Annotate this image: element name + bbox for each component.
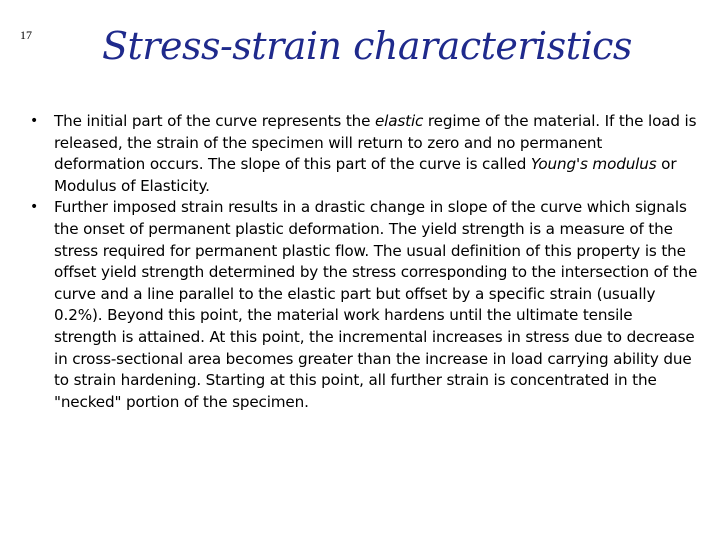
bullet-text: Further imposed strain results in a drastic change in slope of the curve which signals the onset of permanent plastic deformation. The yield strength is a measure of the stress required for permanent plastic flow. The usual definition of this property is the offset yield strength determined by the stress corresponding to the intersection of the curve and a line parallel to the elastic part but offset by a specific strain (usually 0.2%). Beyond this point, the material work hardens until the ultimate tensile strength is attained. At this point, the incremental increases in stress due to decrease in cross-sectional area becomes greater than the increase in load carrying ability due to strain hardening. Starting at this point, all further strain is concentrated in the "necked" portion of the specimen. (54, 198, 698, 411)
bullet-item-plastic (30, 197, 698, 413)
bullet-icon: • (30, 199, 39, 216)
emphasis-elastic: elastic (374, 112, 424, 130)
bullet-text: regime of the material. If the load is released, the strain of the specimen will return to zero and no permanent deformation occurs. The slope of this part of the curve is called (54, 112, 697, 174)
emphasis-youngs-modulus: Young's modulus (530, 155, 657, 174)
bullet-text: or Modulus of Elasticity. (54, 155, 677, 195)
bullet-item-elastic (30, 111, 698, 197)
slide-title: Stress-strain characteristics (102, 24, 632, 68)
bullet-list (30, 111, 698, 413)
slide-number: 17 (20, 28, 32, 42)
bullet-text: The initial part of the curve represents the (54, 112, 375, 130)
bullet-icon: • (30, 113, 39, 129)
